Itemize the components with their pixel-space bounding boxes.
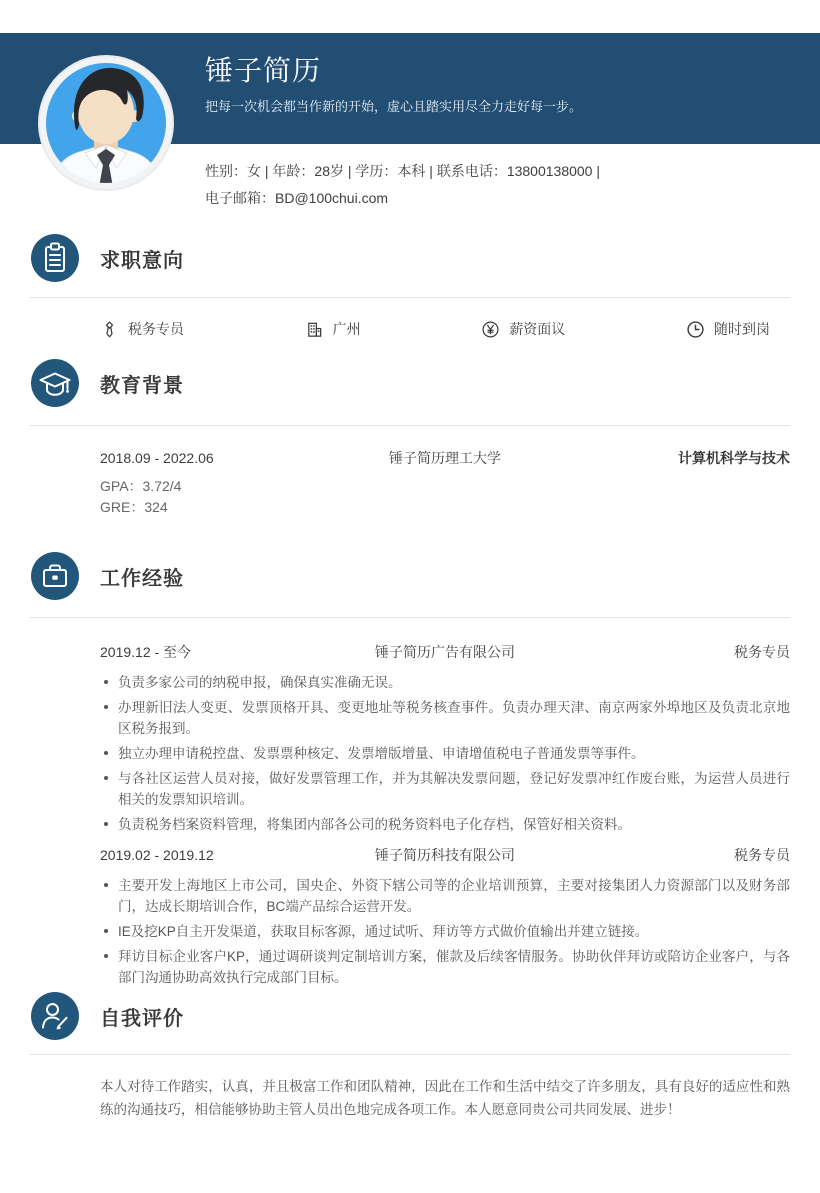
briefcase-icon xyxy=(31,552,79,600)
education-school: 锤子简历理工大学 xyxy=(389,450,501,466)
person-edit-icon xyxy=(31,992,79,1040)
avatar xyxy=(37,54,175,192)
bullet-item: 独立办理申请税控盘、发票票种核定、发票增版增量、申请增值税电子普通发票等事件。 xyxy=(118,743,790,764)
bullet-item: 与各社区运营人员对接，做好发票管理工作，并为其解决发票问题，登记好发票冲红作废台账，为运营人员进行相关的发票知识培训。 xyxy=(118,768,790,810)
education-details xyxy=(0,476,820,518)
section-header-intent xyxy=(0,234,820,282)
bullet-item: 拜访目标企业客户KP，通过调研谈判定制培训方案，催款及后续客情服务。协助伙伴拜访或陪访企业客户，与各部门沟通协助高效执行完成部门目标。 xyxy=(118,946,790,988)
graduation-cap-icon xyxy=(31,359,79,407)
clipboard-icon xyxy=(31,234,79,282)
education-period: 2018.09 - 2022.06 xyxy=(100,450,214,466)
education-gre: GRE：324 xyxy=(100,499,168,515)
building-icon xyxy=(305,320,324,339)
section-title-evaluation: 自我评价 xyxy=(100,1007,184,1030)
work-1-company: 锤子简历广告有限公司 xyxy=(375,644,515,660)
intent-item-position xyxy=(100,319,184,339)
intent-availability-label: 随时到岗 xyxy=(713,321,770,337)
section-title-intent: 求职意向 xyxy=(100,249,184,272)
bullet-item: 主要开发上海地区上市公司，国央企、外资下辖公司等的企业培训预算，主要对接集团人力资源部门以及财务部门，达成长期培训合作，BC端产品综合运营开发。 xyxy=(118,875,790,917)
yen-circle-icon xyxy=(481,320,500,339)
work-2-company: 锤子简历科技有限公司 xyxy=(375,847,515,863)
resume-page xyxy=(0,33,820,1193)
contact-line-email: 电子邮箱：BD@100chui.com xyxy=(205,190,389,206)
bullet-item: 办理新旧法人变更、发票顶格开具、变更地址等税务核查事件。负责办理天津、南京两家外埠地区及负责北京地区税务报到。 xyxy=(118,697,790,739)
section-title-work: 工作经验 xyxy=(100,567,184,590)
divider xyxy=(30,617,790,618)
work-2-position: 税务专员 xyxy=(734,847,790,863)
divider xyxy=(30,1054,790,1055)
contact-info xyxy=(205,158,790,212)
work-1-bullets xyxy=(0,672,820,835)
bullet-item: IE及挖KP自主开发渠道，获取目标客源，通过试听、拜访等方式做价值输出并建立链接。 xyxy=(118,921,790,942)
divider xyxy=(30,297,790,298)
clock-icon xyxy=(686,320,705,339)
intent-item-availability xyxy=(686,319,770,339)
work-entry-1-header xyxy=(0,642,820,663)
work-entry-2-header xyxy=(0,845,820,866)
intent-item-city xyxy=(305,319,361,339)
education-gpa: GPA：3.72/4 xyxy=(100,478,182,494)
work-1-period: 2019.12 - 至今 xyxy=(100,644,192,660)
education-entry xyxy=(0,448,820,469)
bullet-item: 负责多家公司的纳税申报，确保真实准确无误。 xyxy=(118,672,790,693)
male-avatar-illustration xyxy=(37,54,175,192)
resume-name: 锤子简历 xyxy=(205,55,322,86)
intent-row xyxy=(100,319,770,339)
work-2-bullets xyxy=(0,875,820,988)
intent-city-label: 广州 xyxy=(332,321,361,337)
section-header-work xyxy=(0,552,820,600)
section-title-education: 教育背景 xyxy=(100,374,184,397)
resume-tagline: 把每一次机会都当作新的开始，虚心且踏实用尽全力走好每一步。 xyxy=(205,99,583,114)
tie-icon xyxy=(100,320,119,339)
section-header-evaluation xyxy=(0,992,820,1040)
divider xyxy=(30,425,790,426)
work-2-period: 2019.02 - 2019.12 xyxy=(100,847,214,863)
intent-salary-label: 薪资面议 xyxy=(509,321,566,337)
intent-position-label: 税务专员 xyxy=(128,321,184,337)
intent-item-salary xyxy=(481,319,565,339)
self-evaluation-text: 本人对待工作踏实，认真，并且极富工作和团队精神，因此在工作和生活中结交了许多朋友，具有良好的适应性和熟练的沟通技巧，相信能够协助主管人员出色地完成各项工作。本人愿意同贵公司共同发展、进步！ xyxy=(100,1079,790,1117)
bullet-item: 负责税务档案资料管理，将集团内部各公司的税务资料电子化存档，保管好相关资料。 xyxy=(118,814,790,835)
work-1-position: 税务专员 xyxy=(734,644,790,660)
section-header-education xyxy=(0,359,820,407)
education-major: 计算机科学与技术 xyxy=(678,450,790,466)
contact-line-basic: 性别：女 | 年龄：28岁 | 学历：本科 | 联系电话：13800138000 | xyxy=(205,163,600,179)
